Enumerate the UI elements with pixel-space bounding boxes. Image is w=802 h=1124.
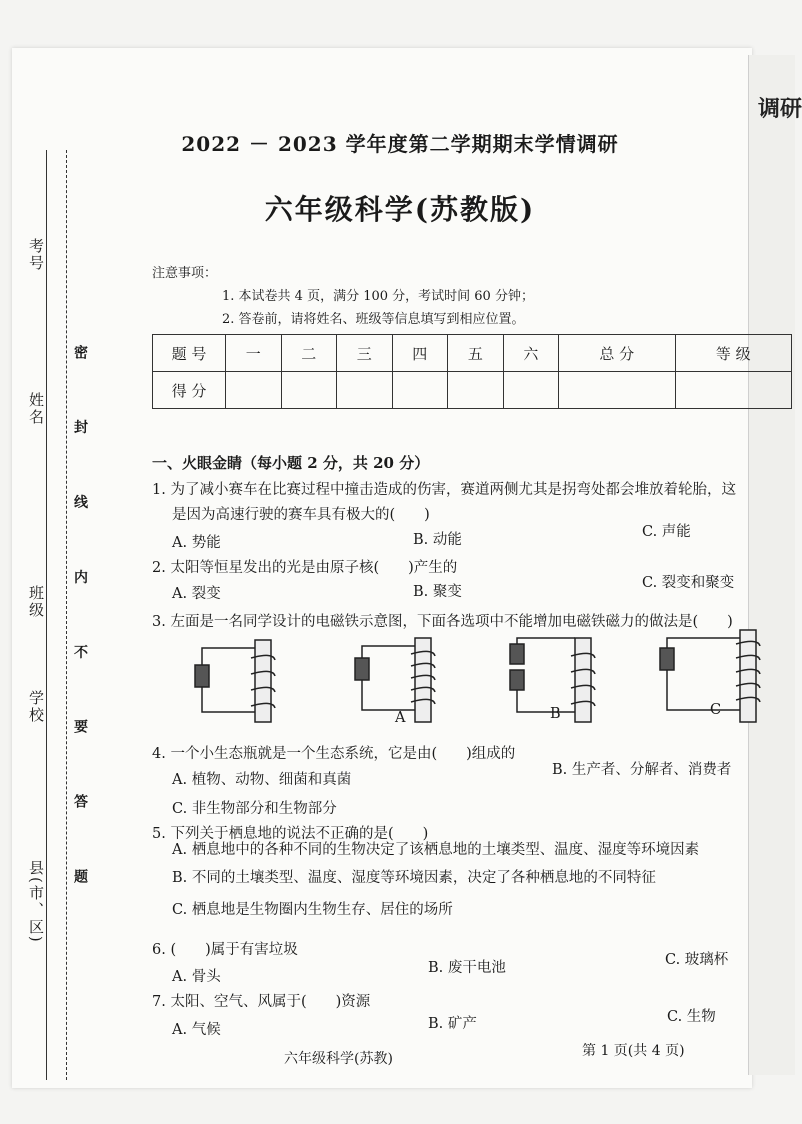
label-xuexiao: 学校 — [27, 690, 45, 724]
score-cell: 五 — [448, 335, 504, 372]
score-cell: 总 分 — [559, 335, 675, 372]
seal-line-inner — [66, 150, 67, 1080]
next-page-title: 调研 — [758, 96, 802, 122]
electromagnet-original — [195, 640, 275, 722]
label-banji: 班级 — [27, 585, 45, 619]
score-header-row — [153, 335, 792, 372]
question-1-stem-cont: 是因为高速行驶的赛车具有极大的( ) — [172, 507, 430, 523]
note-item: 2. 答卷前，请将姓名、班级等信息填写到相应位置。 — [222, 312, 525, 327]
score-cell: 六 — [503, 335, 559, 372]
score-input-cell[interactable] — [281, 372, 337, 409]
question-3-label-a: A — [395, 710, 406, 726]
question-5-option-b: B. 不同的土壤类型、温度、湿度等环境因素，决定了各种栖息地的不同特征 — [172, 870, 656, 886]
score-cell: 一 — [226, 335, 282, 372]
footer-subject: 六年级科学(苏教) — [284, 1051, 393, 1067]
seal-warning-text: 密 封 线 内 不 要 答 题 — [72, 345, 88, 912]
question-2-stem: 2. 太阳等恒星发出的光是由原子核( )产生的 — [152, 560, 458, 576]
score-cell: 等 级 — [675, 335, 791, 372]
question-7-option-b: B. 矿产 — [428, 1016, 477, 1032]
question-2-option-b: B. 聚变 — [413, 584, 462, 600]
question-6-option-a: A. 骨头 — [172, 969, 221, 985]
score-cell: 得 分 — [153, 372, 226, 409]
question-4-option-c: C. 非生物部分和生物部分 — [172, 801, 337, 817]
exam-title: 2022 － 2023 学年度第二学期期末学情调研 — [181, 132, 619, 156]
question-3-label-b: B — [550, 706, 561, 722]
footer-page-number: 第 1 页(共 4 页) — [582, 1043, 685, 1059]
label-kaohao: 考号 — [27, 238, 45, 272]
question-1-option-b: B. 动能 — [413, 532, 462, 548]
section-title: 一、火眼金睛（每小题 2 分，共 20 分） — [152, 454, 430, 472]
score-cell: 二 — [281, 335, 337, 372]
score-input-cell[interactable] — [392, 372, 448, 409]
score-input-cell[interactable] — [559, 372, 675, 409]
score-input-cell[interactable] — [503, 372, 559, 409]
question-5-option-a: A. 栖息地中的各种不同的生物决定了该栖息地的土壤类型、温度、湿度等环境因素 — [172, 842, 700, 858]
note-item: 1. 本试卷共 4 页，满分 100 分，考试时间 60 分钟； — [222, 289, 534, 304]
question-4-option-a: A. 植物、动物、细菌和真菌 — [172, 772, 352, 788]
score-input-cell[interactable] — [448, 372, 504, 409]
question-4-option-b: B. 生产者、分解者、消费者 — [552, 762, 732, 778]
question-6-stem: 6. ( )属于有害垃圾 — [152, 942, 298, 958]
score-input-cell[interactable] — [675, 372, 791, 409]
question-6-option-b: B. 废干电池 — [428, 960, 506, 976]
score-input-cell[interactable] — [226, 372, 282, 409]
exam-subject: 六年级科学(苏教版) — [264, 193, 536, 226]
label-xian: 县(市、区) — [27, 860, 45, 944]
question-2-option-a: A. 裂变 — [172, 586, 221, 602]
question-5-stem: 5. 下列关于栖息地的说法不正确的是( ) — [152, 826, 429, 842]
score-cell: 题 号 — [153, 335, 226, 372]
question-7-option-a: A. 气候 — [172, 1022, 221, 1038]
label-xingming: 姓名 — [27, 392, 45, 426]
score-cell: 三 — [337, 335, 393, 372]
question-5-option-c: C. 栖息地是生物圈内生物生存、居住的场所 — [172, 902, 453, 918]
question-7-option-c: C. 生物 — [667, 1009, 716, 1025]
question-1-stem: 1. 为了减小赛车在比赛过程中撞击造成的伤害，赛道两侧尤其是拐弯处都会堆放着轮胎，这 — [152, 482, 736, 498]
score-value-row — [153, 372, 792, 409]
question-3-label-c: C — [710, 702, 722, 718]
question-4-stem: 4. 一个小生态瓶就是一个生态系统，它是由( )组成的 — [152, 746, 516, 762]
next-page-edge — [748, 55, 802, 1075]
question-3-stem: 3. 左面是一名同学设计的电磁铁示意图，下面各选项中不能增加电磁铁磁力的做法是( ) — [152, 614, 733, 630]
score-input-cell[interactable] — [337, 372, 393, 409]
question-1-option-a: A. 势能 — [172, 535, 221, 551]
notes-heading: 注意事项： — [152, 266, 218, 281]
question-2-option-c: C. 裂变和聚变 — [642, 575, 735, 591]
score-table — [152, 334, 792, 409]
question-7-stem: 7. 太阳、空气、风属于( )资源 — [152, 994, 371, 1010]
score-cell: 四 — [392, 335, 448, 372]
electromagnet-diagrams — [175, 630, 775, 730]
notes-block — [152, 262, 534, 331]
question-6-option-c: C. 玻璃杯 — [665, 952, 729, 968]
question-1-option-c: C. 声能 — [642, 524, 691, 540]
